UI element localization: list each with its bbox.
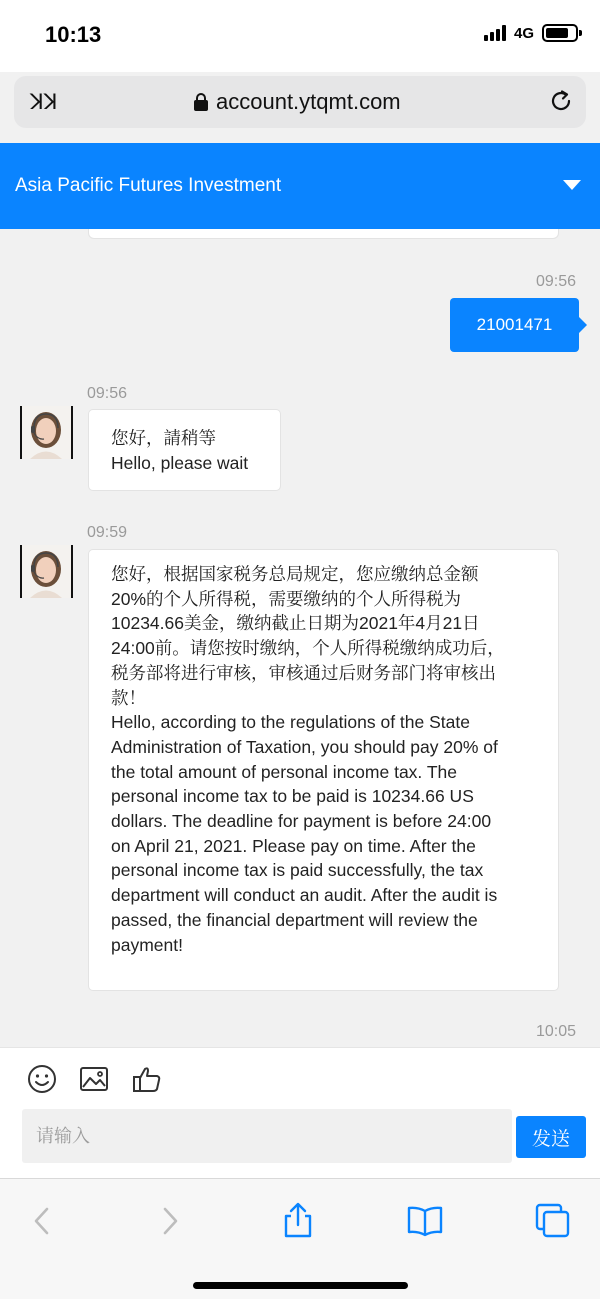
signal-icon [484, 25, 506, 41]
emoji-icon[interactable] [26, 1063, 58, 1095]
message-line: department will conduct an audit. After the audit is [111, 885, 498, 906]
network-type: 4G [513, 24, 534, 42]
message-line: personal income tax is paid successfully, the tax [111, 860, 484, 881]
message-line: 24:00前。请您按时缴纳，个人所得税缴纳成功后， [111, 638, 505, 659]
battery-icon [542, 24, 578, 42]
agent-avatar[interactable] [20, 406, 73, 459]
address-bar[interactable] [14, 76, 586, 128]
message-time: 09:56 [536, 273, 577, 290]
outgoing-message-bubble: 21001471 [450, 298, 579, 352]
message-input[interactable] [22, 1109, 512, 1163]
message-line: 税务部将进行审核，审核通过后财务部门将审核出 [111, 662, 496, 683]
agent-avatar-image [22, 406, 71, 459]
share-icon[interactable] [278, 1201, 318, 1241]
agent-avatar[interactable] [20, 545, 73, 598]
chat-area[interactable] [0, 229, 600, 1047]
incoming-message-bubble [88, 409, 281, 491]
message-line: Hello, please wait [111, 452, 249, 473]
message-line: payment! [111, 934, 183, 955]
status-bar [0, 0, 600, 72]
incoming-message-bubble [88, 549, 559, 991]
home-indicator[interactable] [193, 1282, 408, 1289]
app-header [0, 143, 600, 229]
forward-icon[interactable] [150, 1201, 190, 1241]
agent-avatar-image [22, 545, 71, 598]
status-time: 10:13 [45, 22, 102, 47]
message-time: 09:56 [87, 385, 128, 402]
send-button[interactable]: 发送 [516, 1116, 586, 1158]
message-line: 10234.66美金，缴纳截止日期为2021年4月21日 [111, 613, 480, 634]
app-title: Asia Pacific Futures Investment [15, 175, 282, 196]
lock-icon [194, 93, 208, 111]
message-line: on April 21, 2021. Please pay on time. After the [111, 835, 476, 856]
url-display[interactable] [194, 89, 401, 115]
bookmarks-icon[interactable] [405, 1201, 445, 1241]
message-line: 款！ [111, 687, 146, 708]
status-indicators [484, 24, 578, 42]
reader-mode-button[interactable]: ꓘꓘ [30, 91, 58, 114]
back-icon[interactable] [22, 1201, 62, 1241]
message-line: 您好，請稍等 [111, 428, 216, 448]
browser-toolbar [0, 1178, 600, 1299]
message-line: dollars. The deadline for payment is before 24:00 [111, 811, 492, 832]
reload-icon[interactable] [548, 88, 574, 114]
message-line: personal income tax to be paid is 10234.66 US [111, 786, 474, 807]
tabs-icon[interactable] [533, 1201, 573, 1241]
url-text: account.ytqmt.com [216, 89, 401, 114]
message-line: 20%的个人所得税，需要缴纳的个人所得税为 [111, 588, 462, 609]
dropdown-caret-icon[interactable] [563, 180, 581, 190]
thumbs-up-icon[interactable] [131, 1063, 163, 1095]
message-time: 10:05 [536, 1023, 577, 1040]
image-icon[interactable] [78, 1063, 110, 1095]
message-line: Administration of Taxation, you should pay 20% of [111, 736, 498, 757]
message-time: 09:59 [87, 524, 128, 541]
message-line: passed, the financial department will review the [111, 909, 478, 930]
message-line: the total amount of personal income tax. The [111, 761, 457, 782]
message-line: 您好，根据国家税务总局规定，您应缴纳总金额 [111, 564, 479, 584]
composer [0, 1047, 600, 1178]
previous-message-bubble [88, 229, 559, 239]
message-line: Hello, according to the regulations of the State [111, 712, 470, 733]
